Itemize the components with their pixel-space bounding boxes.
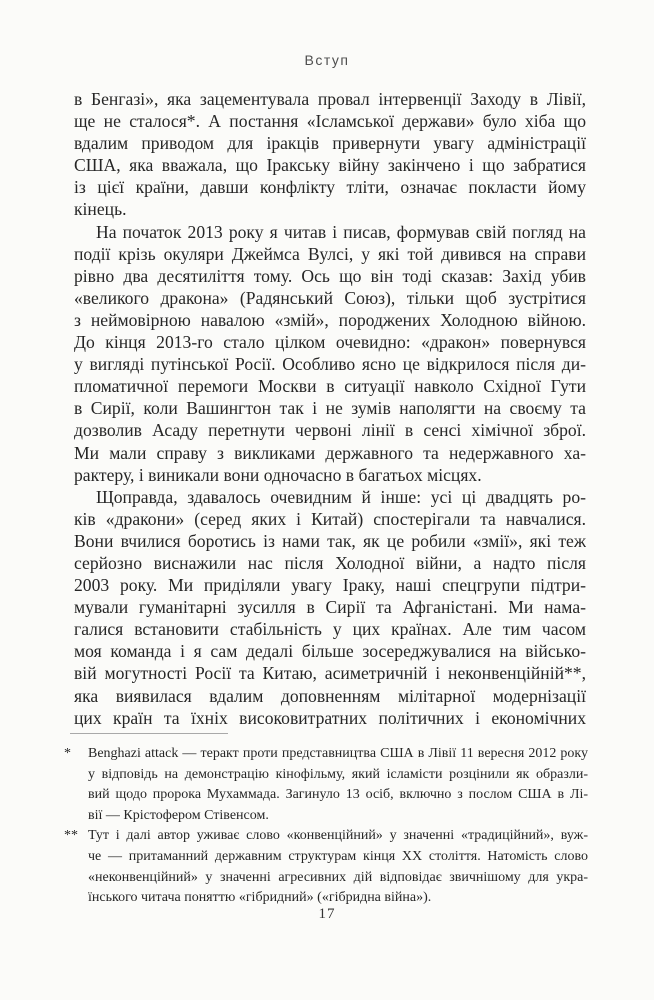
body-line: пломатичної перемоги Москви в ситуації навколо Східної Гути <box>74 376 586 397</box>
body-line: в Сирії, коли Вашингтон так і не зумів наполягти на своєму та <box>74 398 586 419</box>
body-line: На початок 2013 року я читав і писав, формував свій погляд на <box>96 221 586 242</box>
footnote <box>64 744 588 826</box>
body-line: 2003 року. Ми приділяли увагу Іраку, наші спецгрупи підтри- <box>74 575 586 596</box>
body-line: дозволив Асаду перетнути червоні лінії в сенсі хімічної зброї. <box>74 420 586 441</box>
body-line: з неймовірною навалою «змій», породжених Холодною війною. <box>74 309 586 330</box>
body-line: ків «дракони» (серед яких і Китай) спостерігали та навчалися. <box>74 508 586 529</box>
body-line: кінець. <box>74 199 127 220</box>
footnote-separator <box>70 733 228 734</box>
body-line: рівно два десятиліття тому. Ось що він тоді сказав: Захід убив <box>74 265 586 286</box>
body-line: моя команда і я сам дедалі більше зосереджувалися на військо- <box>74 641 586 662</box>
body-line: «великого дракона» (Радянський Союз), тільки щоб зустрітися <box>74 287 586 308</box>
footnote-marker: * <box>64 746 71 761</box>
footnote-line: че — притаманний державним структурам кінця ХХ століття. Натомість слово <box>88 848 588 864</box>
body-text <box>74 88 586 729</box>
body-line: в Бенгазі», яка зацементувала провал інтервенції Заходу в Лівії, <box>74 89 586 109</box>
body-line: із цієї країни, давши конфлікту тліти, означає покласти йому <box>74 177 586 198</box>
body-line: Щоправда, здавалось очевидним й інше: усі ці двадцять ро- <box>96 486 586 507</box>
footnote-line: вий щодо пророка Мухаммада. Загинуло 13 осіб, включно з послом США в Лі- <box>88 787 588 803</box>
body-line: яка виявилася вдалим доповненням мілітарної модернізації <box>74 685 586 706</box>
footnotes <box>64 744 588 909</box>
body-line: у вигляді путінської Росії. Особливо ясно це відкрилося після ди- <box>74 354 586 375</box>
body-line: рактеру, і виникали вони одночасно в багатьох місцях. <box>74 464 482 485</box>
body-line: вдалим приводом для іракців привернути увагу адміністрації <box>74 133 586 154</box>
footnote-block <box>64 733 588 909</box>
body-line: вій могутності Росії та Китаю, асиметричній і неконвенційній**, <box>74 663 586 684</box>
footnote-marker: ** <box>64 828 78 844</box>
body-line: події крізь окуляри Джеймса Вулсі, у які той дивився на справи <box>74 243 586 264</box>
body-line: серйозно виснажили нас після Холодної війни, а надто після <box>74 552 586 573</box>
footnote-text <box>88 826 588 908</box>
footnote-line: Тут і далі автор уживає слово «конвенційний» у значенні «традиційний», вуж- <box>88 828 588 844</box>
body-line: мували гуманітарні зусилля в Сирії та Афганістані. Ми нама- <box>74 597 586 618</box>
body-line: США, яка вважала, що Іракську війну закінчено і що забратися <box>74 155 586 176</box>
body-line: Вони вчилися боротись із нами так, як це робили «змії», які теж <box>74 530 586 551</box>
footnote-line: їнського читача поняттю «гібридний» («гібридна війна»). <box>88 890 432 906</box>
footnote <box>64 826 588 908</box>
body-line: Ми мали справу з викликами державного та недержавного ха- <box>74 442 586 463</box>
body-line: цих країн та їхніх високовитратних політичних і економічних <box>74 707 586 728</box>
body-line: галися встановити стабільність у цих країнах. Але тим часом <box>74 619 586 640</box>
footnote-line: Benghazi attack — теракт проти представництва США в Лівії 11 вересня 2012 року <box>88 746 588 761</box>
footnote-line: вії — Крістофером Стівенсом. <box>88 807 269 823</box>
running-header: Вступ <box>304 52 350 68</box>
body-line: ще не сталося*. А постання «Ісламської держави» було хіба що <box>74 111 586 132</box>
footnote-line: «неконвенційний» у значенні агресивних дій відповідає звичнішому для укра- <box>88 869 588 885</box>
footnote-text <box>88 744 588 826</box>
page-number: 17 <box>318 906 336 922</box>
body-line: До кінця 2013-го стало цілком очевидно: «дракон» повернувся <box>74 332 586 353</box>
footnote-line: у відповідь на демонстрацію кінофільму, який ісламісти розцінили як образли- <box>88 766 588 782</box>
